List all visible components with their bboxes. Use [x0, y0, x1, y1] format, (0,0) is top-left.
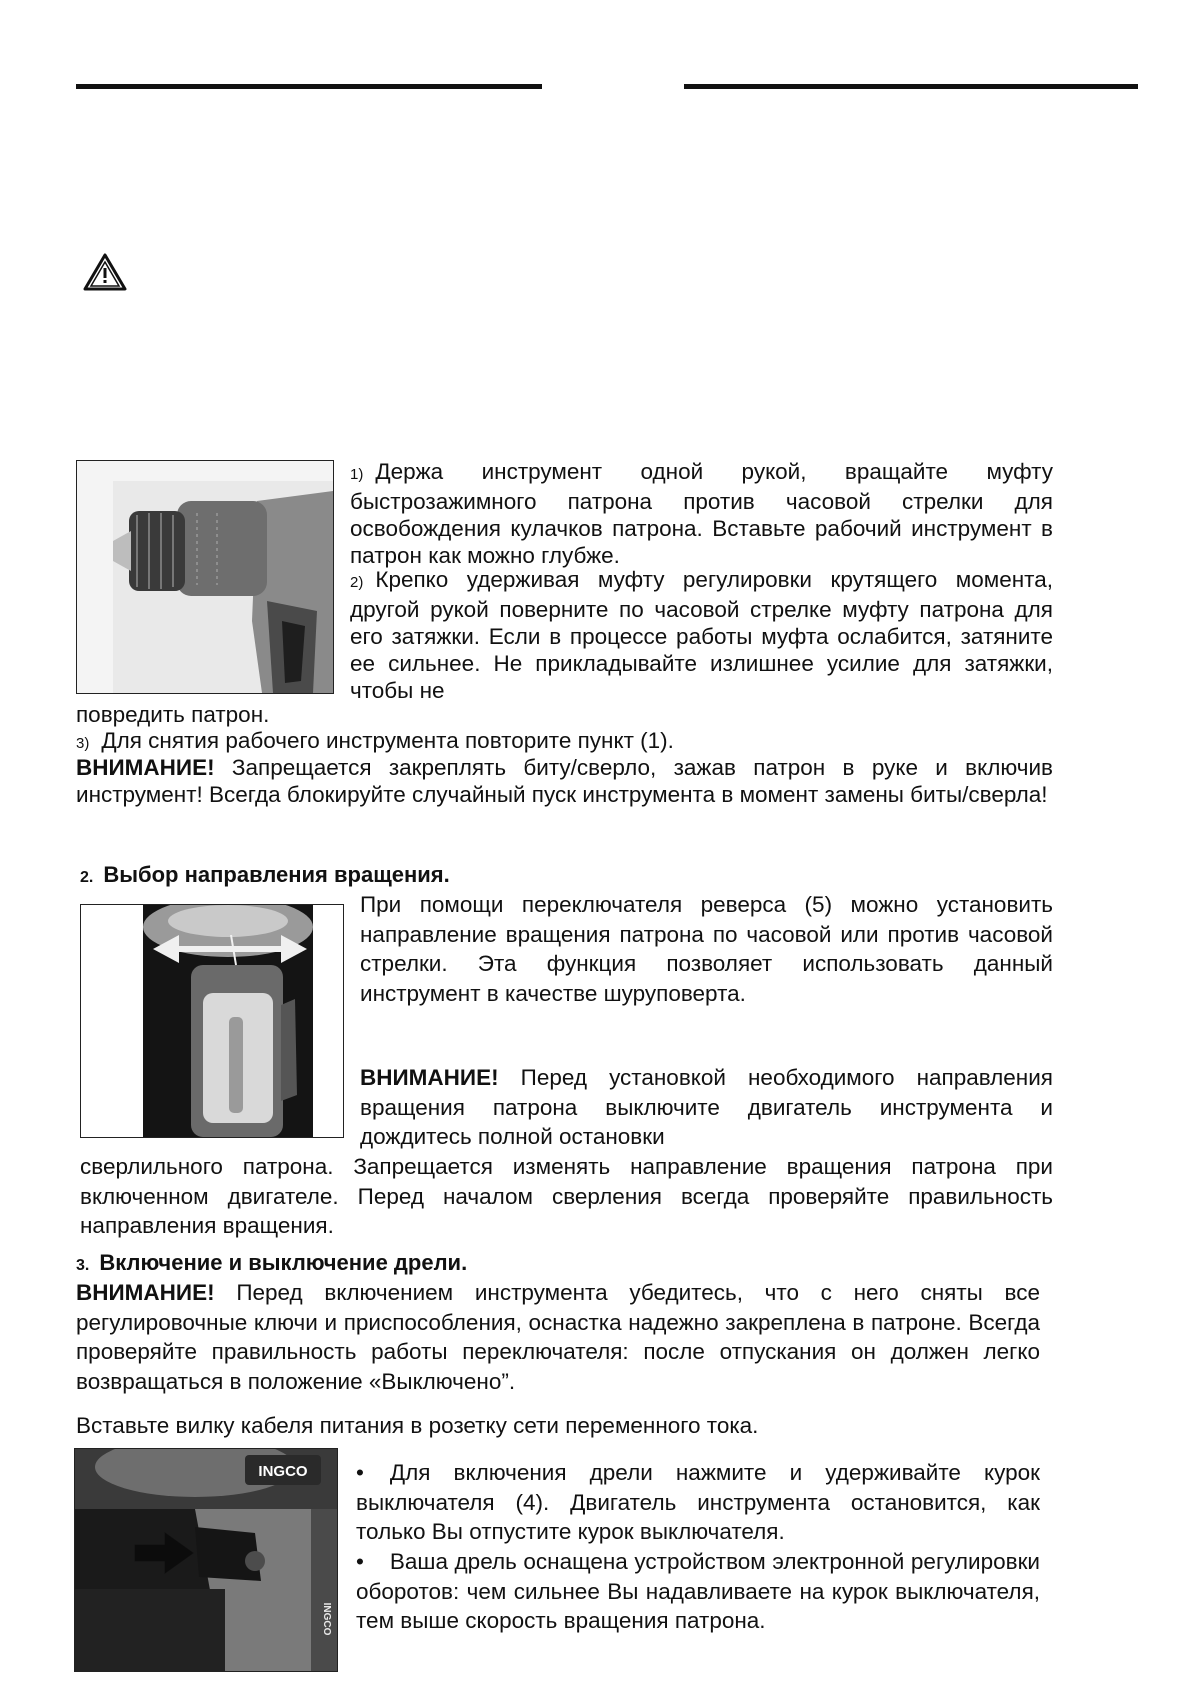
item2-text-end: повредить патрон. [76, 702, 270, 727]
trigger-photo [74, 1448, 338, 1672]
section3-bullet1 [356, 1458, 1040, 1547]
item2-text: Крепко удерживая муфту регулировки крутящего момента, другой рукой поверните по часовой стрелке муфту патрона для его затяжки. Если в процессе работы муфта ослабится, затяните ее сильнее. Не прикладывайте излишнее усилие для затяжки, чтобы не [350, 567, 1053, 703]
section3-warning [76, 1278, 1040, 1396]
item2-number: 2) [350, 574, 364, 591]
section2-heading [80, 862, 450, 888]
item3-text: Для снятия рабочего инструмента повторите пункт (1). [101, 728, 674, 753]
header-rule-right [684, 84, 1138, 89]
section2-para1: При помощи переключателя реверса (5) можно установить направление вращения патрона по часовой или против часовой стрелки. Эта функция позволяет использовать данный инструмент в качестве шуруповерта. [360, 892, 1053, 1006]
chuck-photo [76, 460, 334, 694]
section1-item3 [76, 727, 1053, 757]
item1-text: Держа инструмент одной рукой, вращайте муфту быстрозажимного патрона против часовой стрелки для освобождения кулачков патрона. Вставьте рабочий инструмент в патрон как можно глубже. [350, 459, 1053, 568]
section2-paragraph [360, 890, 1053, 1008]
section1-item1 [350, 458, 1053, 569]
section3-warning-text: Перед включением инструмента убедитесь, что с него сняты все регулировочные ключи и приспособления, оснастка надежно закреплена в патроне. Всегда проверяйте правильность работы переключателя: после отпускания он должен легко возвращаться в положение «Выключено”. [76, 1280, 1040, 1394]
section3-plug [76, 1412, 1040, 1439]
header-rule-left [76, 84, 542, 89]
section3-heading [76, 1250, 467, 1276]
bullet1-text: • Для включения дрели нажмите и удерживайте курок выключателя (4). Двигатель инструмента остановится, как только Вы отпустите курок выключателя. [356, 1458, 1040, 1547]
brand-logo-handle: INGCO [321, 1602, 332, 1636]
section3-number: 3. [76, 1257, 90, 1274]
section3-bullet2 [356, 1547, 1040, 1636]
warning-triangle-icon [82, 252, 128, 292]
section2-warning-label: ВНИМАНИЕ! [360, 1065, 499, 1090]
brand-logo-top: INGCO [258, 1463, 308, 1480]
warning-text: Запрещается закреплять биту/сверло, зажав патрон в руке и включив инструмент! Всегда блокируйте случайный пуск инструмента в момент замены биты/сверла! [76, 755, 1053, 807]
item1-number: 1) [350, 466, 364, 483]
section1-item2 [350, 566, 1053, 704]
section2-warning [360, 1063, 1053, 1152]
section2-warning-text: Перед установкой необходимого направления вращения патрона выключите двигатель инструмента и дождитесь полной остановки [360, 1065, 1053, 1149]
item3-number: 3) [76, 735, 90, 752]
section1-warning [76, 754, 1053, 808]
reverse-switch-photo [80, 904, 344, 1138]
section1-item2-continued [76, 701, 1053, 728]
section2-warning-continued [80, 1152, 1053, 1241]
section3-title: Включение и выключение дрели. [99, 1250, 468, 1275]
section3-warning-label: ВНИМАНИЕ! [76, 1280, 215, 1305]
section2-warning-text-end: сверлильного патрона. Запрещается изменять направление вращения патрона при включенном двигателе. Перед началом сверления всегда проверяйте правильность направления вращения. [80, 1154, 1053, 1238]
section2-title: Выбор направления вращения. [103, 862, 450, 887]
bullet2-text: • Ваша дрель оснащена устройством электронной регулировки оборотов: чем сильнее Вы надавливаете на курок выключателя, тем выше скорость вращения патрона. [356, 1547, 1040, 1636]
plug-text: Вставьте вилку кабеля питания в розетку сети переменного тока. [76, 1413, 759, 1438]
section2-number: 2. [80, 869, 94, 886]
warning-label: ВНИМАНИЕ! [76, 755, 215, 780]
